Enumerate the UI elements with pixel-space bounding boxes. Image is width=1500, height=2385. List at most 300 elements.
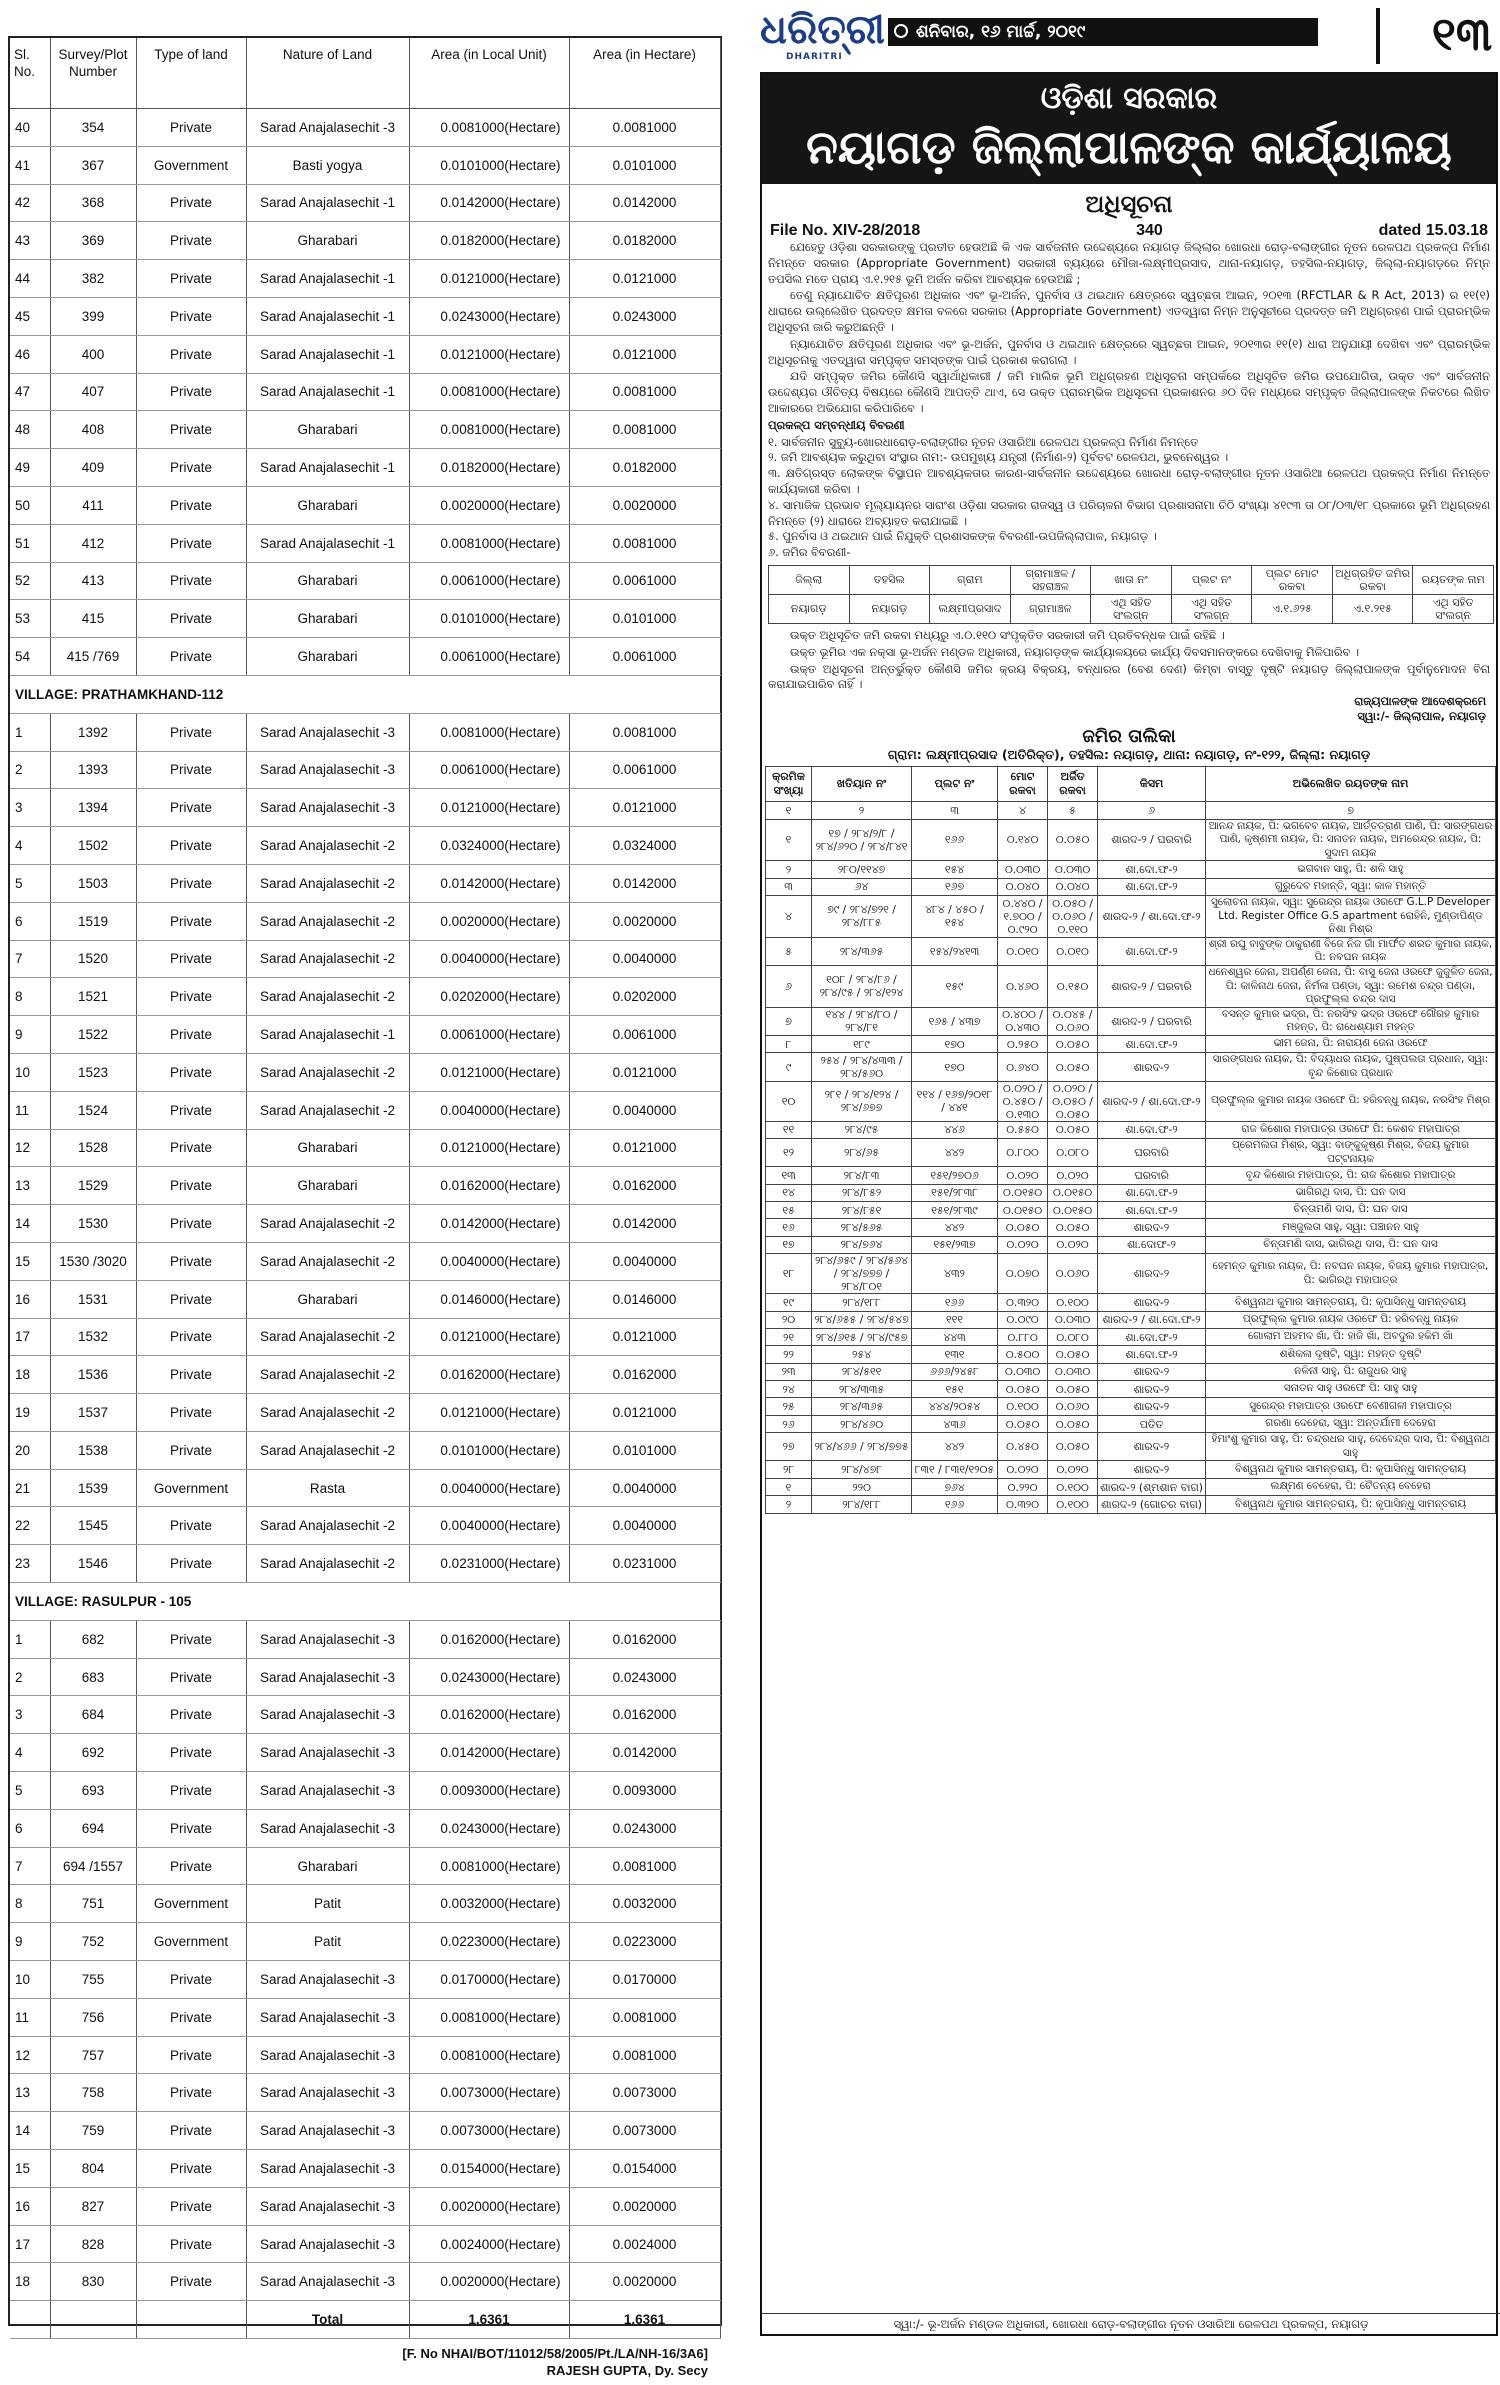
table-cell: ୨୨୦ [812, 1478, 912, 1495]
table-cell: 0.0081000(Hectare) [409, 373, 569, 411]
table-cell: ୨୫୪ [812, 1346, 912, 1363]
table-cell: ୨୫ [766, 1398, 812, 1415]
table-cell: 692 [50, 1734, 136, 1772]
table-cell: ନୟାଗଡ଼ [769, 594, 850, 623]
table-cell: ୦.୦୧୫୦ [998, 1201, 1048, 1218]
table-cell: ଶାରଦ-୨ (ଗୋଚର ବାଗ) [1098, 1496, 1206, 1513]
table-row [10, 2112, 720, 2150]
table-cell [50, 2301, 136, 2339]
table-cell: ୦.୧୦୦ [1048, 1294, 1098, 1311]
table-cell: Government [136, 1923, 246, 1961]
table-header-cell: ପ୍ଲଟ ମୋଟ ରକବା [1252, 565, 1333, 594]
table-row [10, 1205, 720, 1243]
table-cell: ଚିନ୍ତାମଣି ଦାସ, ଭାଗିରଥି ଦାସ, ପି: ଘନ ଦାସ [1206, 1236, 1496, 1253]
table-cell: ୦.୦୬୦ [1048, 1398, 1098, 1415]
table-row [10, 411, 720, 449]
table-cell: Private [136, 562, 246, 600]
table-cell: ୪୩୨ [912, 1254, 998, 1294]
table-row [10, 864, 720, 902]
table-cell: 683 [50, 1658, 136, 1696]
table-cell: Private [136, 2036, 246, 2074]
table-cell: 0.0020000 [569, 486, 720, 524]
table-row [10, 1053, 720, 1091]
total-local: 1.6361 [409, 2301, 569, 2339]
table-cell: 0.0154000(Hectare) [409, 2150, 569, 2188]
table-cell: 13 [10, 2074, 50, 2112]
table-row [10, 1620, 720, 1658]
table-cell: ୮ [766, 1036, 812, 1053]
table-cell: 0.0101000 [569, 1431, 720, 1469]
table-cell: 0.0081000 [569, 1998, 720, 2036]
table-cell: 0.0020000 [569, 2187, 720, 2225]
table-row [766, 1461, 1496, 1478]
table-header-cell: ଖାତା ନଂ [1091, 565, 1172, 594]
table-cell: 5 [10, 1772, 50, 1810]
table-cell: Private [136, 1507, 246, 1545]
footnote-signatory: RAJESH GUPTA, Dy. Secy [546, 2363, 708, 2379]
table-cell: Private [136, 827, 246, 865]
table-row [10, 449, 720, 487]
table-cell: ଗରଣା ଦେହେରା, ସ୍ୱା: ଅନ୍ତର୍ଯାମୀ ଦେହେରା [1206, 1415, 1496, 1432]
table-cell: ୦.୦୨୦ / ୦.୪୫୦ / ୦.୧୩୦ [998, 1081, 1048, 1121]
table-cell: Private [136, 751, 246, 789]
table-cell: 0.0040000(Hectare) [409, 1091, 569, 1129]
table-cell: ୦.୦୫୦ [1048, 1053, 1098, 1081]
table-row [10, 562, 720, 600]
table-header-cell: କିସମ [1098, 767, 1206, 802]
table-cell: 411 [50, 486, 136, 524]
land-schedule-table [10, 38, 721, 2385]
table-row [10, 1091, 720, 1129]
table-cell: 354 [50, 109, 136, 147]
table-cell: ଏଥି ସହିତ ସଂଲଗ୍ନ [1091, 594, 1172, 623]
table-cell: ମଞ୍ଜୁଲତା ସାହୁ, ସ୍ୱା: ପଞ୍ଚାନନ ସାହୁ [1206, 1219, 1496, 1236]
office-name: ନୟାଗଡ଼ ଜିଲ୍ଲାପାଳଙ୍କ କାର୍ଯ୍ୟାଳୟ [806, 120, 1452, 174]
table-cell: ଶାରଦ-୨ [1098, 1219, 1206, 1236]
land-owner-table [765, 766, 1496, 1513]
table-cell: ଶାରଦ-୨ / ଘରବାରି [1098, 966, 1206, 1008]
table-cell: 15 [10, 1242, 50, 1280]
table-cell: 13 [10, 1167, 50, 1205]
table-cell: ପ୍ରଫୁଲ୍ଲ କୁମାର ନାୟକ ଓରଫେ ପି: ହରିବନ୍ଧୁ ନାୟକ [1206, 1311, 1496, 1328]
header-sl: Sl. No. [10, 38, 50, 109]
table-row [10, 2036, 720, 2074]
table-cell: 0.0121000(Hectare) [409, 789, 569, 827]
table-row [766, 1496, 1496, 1513]
table-cell: ୦.୦୨୦ [1048, 1236, 1098, 1253]
table-cell: Private [136, 902, 246, 940]
table-row [766, 896, 1496, 938]
table-row [766, 1254, 1496, 1294]
table-cell: 1 [10, 713, 50, 751]
table-cell: 18 [10, 1356, 50, 1394]
table-cell: ୦.୦୫୦ [1048, 1415, 1098, 1432]
table-cell: 43 [10, 222, 50, 260]
table-cell: 0.0061000(Hectare) [409, 638, 569, 676]
table-cell: 0.0032000(Hectare) [409, 1885, 569, 1923]
table-cell: ୯ [766, 1053, 812, 1081]
project-heading: ପ୍ରକଳ୍ପ ସମ୍ବନ୍ଧୀୟ ବିବରଣୀ [768, 417, 905, 432]
table-cell: ଭାଗିରଥି ଦାସ, ପି: ଘନ ଦାସ [1206, 1184, 1496, 1201]
table-cell: 0.0081000(Hectare) [409, 1847, 569, 1885]
table-cell: 0.0202000 [569, 978, 720, 1016]
table-cell: ୧୫୪ [912, 861, 998, 878]
table-cell: Private [136, 1356, 246, 1394]
table-cell: 44 [10, 260, 50, 298]
table-cell: Sarad Anajalasechit -3 [246, 2074, 409, 2112]
table-cell: Private [136, 2074, 246, 2112]
table-cell: Government [136, 1885, 246, 1923]
table-cell: Private [136, 222, 246, 260]
table-cell: 0.0040000(Hectare) [409, 1507, 569, 1545]
table-cell: Rasta [246, 1469, 409, 1507]
table-cell: ୦.୦୨୦ [998, 1236, 1048, 1253]
table-cell: ୦.୦୨୦ / ୦.୦୫୦ / ୦.୦୫୦ [1048, 1081, 1098, 1121]
table-cell: 5 [10, 864, 50, 902]
table-cell: Sarad Anajalasechit -3 [246, 109, 409, 147]
column-number: ୪ [998, 802, 1048, 819]
table-cell: ୧୯ [766, 1294, 812, 1311]
table-cell: ଶା.ଦୋଫ-୨ [1098, 1236, 1206, 1253]
table-cell: Gharabari [246, 1167, 409, 1205]
table-cell: ୨୮୪/୪୭୮ [812, 1461, 912, 1478]
table-cell: 22 [10, 1507, 50, 1545]
table-cell: 50 [10, 486, 50, 524]
table-cell: ୨୩ [766, 1363, 812, 1380]
table-cell: ୦.୮୮୦ [998, 1328, 1048, 1345]
table-cell: Private [136, 297, 246, 335]
table-cell: ୧୦୮ / ୨୮୪/୮୬ / ୨୮୪/୯୫ / ୨୮୪/୧୨୪ [812, 966, 912, 1008]
table-row [10, 297, 720, 335]
table-cell: 14 [10, 1205, 50, 1243]
table-cell: ଶଶିକଳା ଦୃଷ୍ଟି, ସ୍ୱା: ମହନ୍ତ ଦୃଷ୍ଟି [1206, 1346, 1496, 1363]
table-cell: ୦.୦୫୦ [998, 1415, 1048, 1432]
file-number: File No. XIV-28/2018 [770, 222, 921, 239]
header-area-hectare: Area (in Hectare) [569, 38, 720, 109]
table-cell: 755 [50, 1961, 136, 1999]
table-cell: 11 [10, 1091, 50, 1129]
table-cell: ୦.୫୫୦ [998, 1121, 1048, 1138]
table-cell: 1531 [50, 1280, 136, 1318]
table-cell: 0.0020000 [569, 2263, 720, 2301]
table-row [10, 1016, 720, 1054]
table-cell: 0.0073000 [569, 2074, 720, 2112]
table-cell: ୨୮୪/୧୮୮ [812, 1496, 912, 1513]
table-cell: 684 [50, 1696, 136, 1734]
table-header-cell: ଖତିୟାନ ନଂ [812, 767, 912, 802]
issue-date: ଶନିବାର, ୧୬ ମାର୍ଚ୍ଚ, ୨୦୧୯ [916, 22, 1086, 42]
table-cell: 0.0101000(Hectare) [409, 1431, 569, 1469]
table-row [10, 1167, 720, 1205]
table-row [10, 751, 720, 789]
table-cell: ଶ୍ରୀ ରଘୁ ବାବୁଙ୍କ ଠାକୁରାଣୀ ବିଜେ ନିଜ ଗାଁ ମାର୍ଫତ ଶରତ କୁମାର ନାୟକ, ପି: ନବଘନ ନାୟକ [1206, 937, 1496, 965]
village-heading: VILLAGE: PRATHAMKHAND-112 [10, 675, 720, 713]
table-cell: 23 [10, 1545, 50, 1583]
table-cell: 415 /769 [50, 638, 136, 676]
table-cell: 0.0182000(Hectare) [409, 222, 569, 260]
table-cell: 0.0101000 [569, 146, 720, 184]
table-row [766, 861, 1496, 878]
table-cell: 0.0061000 [569, 562, 720, 600]
table-row [766, 1363, 1496, 1380]
table-cell: ୦.୦୮୦ [1048, 1328, 1098, 1345]
table-cell: 14 [10, 2112, 50, 2150]
table-cell: ୧ [766, 1478, 812, 1495]
table-row [10, 1242, 720, 1280]
table-cell: ଶା.ଦୋ.ଫ-୨ [1098, 878, 1206, 895]
table-cell: ୬୬୬/୨୪୫୮ [912, 1363, 998, 1380]
table-cell: 3 [10, 1696, 50, 1734]
table-cell: Private [136, 449, 246, 487]
table-cell: 1503 [50, 864, 136, 902]
table-cell: Private [136, 600, 246, 638]
table-row [10, 600, 720, 638]
table-cell: Private [136, 978, 246, 1016]
table-cell: Sarad Anajalasechit -2 [246, 1431, 409, 1469]
table-row [10, 524, 720, 562]
table-row [766, 966, 1496, 1008]
table-cell: ୧ [766, 819, 812, 861]
table-cell: 0.0142000 [569, 184, 720, 222]
table-cell [136, 2301, 246, 2339]
table-cell: Sarad Anajalasechit -3 [246, 789, 409, 827]
table-cell: ୦.୦୫୦ [1048, 1381, 1098, 1398]
table-cell: 0.0081000 [569, 713, 720, 751]
table-cell: ଶାରଦ-୨ (ଶ୍ମଶାନ ବାଗ) [1098, 1478, 1206, 1495]
table-cell: ୪୪୨ [912, 1219, 998, 1236]
table-cell: 1520 [50, 940, 136, 978]
table-cell: 46 [10, 335, 50, 373]
table-cell: ୧୬୬ [912, 1496, 998, 1513]
table-cell: Sarad Anajalasechit -1 [246, 297, 409, 335]
table-cell: ୦.୦୩୦ [998, 861, 1048, 878]
table-cell: ୦.୦୫୦ [998, 1219, 1048, 1236]
table-row [10, 1431, 720, 1469]
table-cell: 20 [10, 1431, 50, 1469]
header-type: Type of land [136, 38, 246, 109]
table-cell: ଶାରଦ-୨ / ଶା.ଦୋ.ଫ-୨ [1098, 1311, 1206, 1328]
column-number: ୧ [766, 802, 812, 819]
table-header-cell: ଅଭିଲେଖିତ ରୟତଙ୍କ ନାମ [1206, 767, 1496, 802]
table-cell: 0.0073000(Hectare) [409, 2112, 569, 2150]
notice-title: ଅଧିସୂଚନା [1085, 190, 1173, 218]
table-row [10, 1734, 720, 1772]
table-cell: 0.0081000(Hectare) [409, 713, 569, 751]
table-row [766, 1184, 1496, 1201]
table-cell: ୧୭ [766, 1236, 812, 1253]
table-cell: ରାଜ କିଶୋର ମହାପାତ୍ର ଓରଫେ ପି: କେଶବ ମହାପାତ୍ର [1206, 1121, 1496, 1138]
table-cell: 804 [50, 2150, 136, 2188]
table-cell: ଶାରଦ-୨ [1098, 1433, 1206, 1461]
table-cell: 1539 [50, 1469, 136, 1507]
village-heading-row [10, 675, 720, 713]
table-cell: 0.0081000(Hectare) [409, 411, 569, 449]
table-cell: Sarad Anajalasechit -1 [246, 184, 409, 222]
table-row [10, 2150, 720, 2188]
table-cell: 0.0020000(Hectare) [409, 2187, 569, 2225]
table-cell: Private [136, 713, 246, 751]
table-cell: 10 [10, 1961, 50, 1999]
table-cell: 0.0061000 [569, 751, 720, 789]
table-cell: 6 [10, 902, 50, 940]
notice-date: dated 15.03.18 [1378, 222, 1488, 239]
table-cell: 0.0243000(Hectare) [409, 1809, 569, 1847]
table-row [10, 1280, 720, 1318]
table-cell: 0.0121000 [569, 1053, 720, 1091]
table-cell: 1393 [50, 751, 136, 789]
table-header-cell: ଜିଲ୍ଲା [769, 565, 850, 594]
table-cell: ୦.୦୩୦ [998, 1363, 1048, 1380]
table-cell: 0.0121000(Hectare) [409, 1394, 569, 1432]
table-cell: Private [136, 335, 246, 373]
table-cell: ୦.୪୫୦ [998, 1433, 1048, 1461]
table-row [10, 902, 720, 940]
table-cell: ଶାରଦ-୨ [1098, 1254, 1206, 1294]
table-cell: 0.0101000 [569, 600, 720, 638]
table-cell: Private [136, 2150, 246, 2188]
table-cell: 367 [50, 146, 136, 184]
table-cell: ୦.୪୬୦ [998, 966, 1048, 1008]
table-cell: Private [136, 1129, 246, 1167]
land-list-title: ଜମିର ତାଲିକା [1082, 726, 1176, 748]
table-row [10, 789, 720, 827]
table-cell: Gharabari [246, 562, 409, 600]
note: ଉକ୍ତ ଅଧିସୂଚନା ଅନ୍ତର୍ଭୁକ୍ତ କୌଣସି ଜମିର କ୍ରୟ ବିକ୍ରୟ, ବନ୍ଧାରର (ବେଶ ଦେଣ) କିମ୍ବା ବାସ୍ତୁ ଦୃଷ୍ଟି ନୟାଗଡ଼ ଜିଲ୍ଲାପାଳଙ୍କ ପୂର୍ବାନୁମୋଦନ ବିନା କରାଯାଇପାରିବ ନାହିଁ । [768, 661, 1490, 692]
table-cell: 757 [50, 2036, 136, 2074]
table-cell: Government [136, 146, 246, 184]
table-cell: 0.0162000(Hectare) [409, 1167, 569, 1205]
table-cell: ୦.୫୦୦ [998, 1346, 1048, 1363]
table-cell: ହେମନ୍ତ କୁମାର ନାୟକ, ପି: ନବଘନ ନାୟକ, ବିଜୟ କୁମାର ମହାପାତ୍ର, ପି: ଭାଗିରଥି ମହାପାତ୍ର [1206, 1254, 1496, 1294]
government-notice [760, 72, 1498, 2336]
table-cell: Private [136, 1053, 246, 1091]
table-row [10, 1809, 720, 1847]
table-cell: ସୁରେନ୍ଦ୍ର ମହାପାତ୍ର ଓରଫେ ବେଣୀଗଳୀ ମହାପାତ୍ର [1206, 1398, 1496, 1415]
table-cell: 399 [50, 297, 136, 335]
table-cell: ଶାରଦ-୨ / ଘରବାରି [1098, 819, 1206, 861]
table-cell: ଶାରଦ-୨ [1098, 1294, 1206, 1311]
table-cell: ୨୮୪/୩୩୫ [812, 1381, 912, 1398]
table-cell: ଲକ୍ଷ୍ମୀପ୍ରସାଦ [930, 594, 1011, 623]
table-cell: 382 [50, 260, 136, 298]
table-cell: ଶାରଦ-୨ [1098, 1363, 1206, 1380]
table-cell: Private [136, 486, 246, 524]
table-cell: ୧୬ [766, 1219, 812, 1236]
table-cell: Sarad Anajalasechit -2 [246, 1205, 409, 1243]
table-row [10, 1469, 720, 1507]
table-cell: 0.0142000 [569, 1734, 720, 1772]
table-cell: Sarad Anajalasechit -1 [246, 1016, 409, 1054]
table-cell: 693 [50, 1772, 136, 1810]
table-cell: Private [136, 1961, 246, 1999]
table-cell: 0.0231000(Hectare) [409, 1545, 569, 1583]
paragraph: ଯଦି ସମ୍ପୃକ୍ତ ଜମିର କୌଣସି ସ୍ୱାର୍ଥାଧିକାରୀ / ଜମି ମାଲିକ ଭୂମି ଅଧିଗ୍ରହଣ ଅଧିସୂଚନା ସମ୍ପର୍କରେ ଅଧିସୂଚିତ ଜମିର ଉପଯୋଗିତା, ଉକ୍ତ ଏବଂ ସାର୍ବଜନୀନ ଉଦ୍ଦେଶ୍ୟର ଔଚିତ୍ୟ ବିଷୟରେ କୌଣସି ଆପତ୍ତି ଥାଏ, ସେ ଉକ୍ତ ପ୍ରାରମ୍ଭିକ ଅଧିସୂଚନା ପ୍ରକାଶନର ୬୦ ଦିନ ମଧ୍ୟରେ ସମ୍ପୃକ୍ତ ଜିଲ୍ଲାପାଳଙ୍କ ନିକଟରେ ଲିଖିତ ଆକାରରେ ଅଭିଯୋଗ କରିପାରିବେ । [768, 369, 1490, 415]
land-list-subtitle: ଗ୍ରାମ: ଲକ୍ଷ୍ମୀପ୍ରସାଦ (ଅତିରିକ୍ତ), ତହସିଲ: ନୟାଗଡ଼, ଥାନା: ନୟାଗଡ଼, ନଂ-୧୨୨, ଜିଲ୍ଲା: ନୟାଗଡ଼ [887, 747, 1371, 763]
table-cell: Sarad Anajalasechit -2 [246, 902, 409, 940]
table-cell: 0.0121000 [569, 1318, 720, 1356]
table-cell: ୦.୨୫୦ [998, 1036, 1048, 1053]
table-cell: Private [136, 2112, 246, 2150]
table-cell: ବୃନ୍ଦ କିଶୋର ମହାପାତ୍ର, ପି: ରାଜ କିଶୋର ମହାପାତ୍ର [1206, 1167, 1496, 1184]
table-cell: Sarad Anajalasechit -3 [246, 1772, 409, 1810]
table-cell: ୧୧୪ / ୧୬୭/୨୦୧୮ / ୪୪୧ [912, 1081, 998, 1121]
table-cell: ୨୮୪/୬୫୯ / ୨୮୪/୫୬୪ / ୨୮୪/୭୭୭ / ୨୮୪/୮୦୧ [812, 1254, 912, 1294]
notice-banner [762, 74, 1496, 184]
table-cell: 52 [10, 562, 50, 600]
table-cell: 2 [10, 1658, 50, 1696]
table-cell: ଶା.ଦୋ.ଫ-୨ [1098, 861, 1206, 878]
table-cell: Gharabari [246, 638, 409, 676]
table-row [10, 827, 720, 865]
table-cell: Sarad Anajalasechit -3 [246, 2036, 409, 2074]
table-cell: ବସନ୍ତ କୁମାର ଭଦ୍ର, ପି: ନରସିଂହ ଭଦ୍ର ଓରଫେ ଗୌରହ କୁମାର ମହନ୍ତ, ପି: ରାଧେଶ୍ୟାମ ମହନ୍ତ [1206, 1007, 1496, 1035]
table-cell: 415 [50, 600, 136, 638]
table-cell: Private [136, 1998, 246, 2036]
table-cell: Sarad Anajalasechit -2 [246, 940, 409, 978]
table-cell: 0.0162000(Hectare) [409, 1620, 569, 1658]
table-cell: ନୟାଗଡ଼ [849, 594, 930, 623]
table-cell: Sarad Anajalasechit -3 [246, 1658, 409, 1696]
table-cell: 0.0061000(Hectare) [409, 751, 569, 789]
table-cell: 6 [10, 1809, 50, 1847]
table-cell: ୨୮୪/୯୫ [812, 1121, 912, 1138]
table-cell: 8 [10, 978, 50, 1016]
table-cell: ୦.୦୧୦ [1048, 937, 1098, 965]
table-cell: ୧୬୫ / ୪୩୭ [912, 1007, 998, 1035]
table-cell: 17 [10, 1318, 50, 1356]
table-cell: 0.0154000 [569, 2150, 720, 2188]
table-cell: ଶାରଦ-୨ [1098, 1461, 1206, 1478]
table-cell: ଶା.ଦୋ.ଫ-୨ [1098, 1184, 1206, 1201]
table-cell: Gharabari [246, 486, 409, 524]
table-header-cell: ମୋଟ ରକବା [998, 767, 1048, 802]
table-cell: ୦.୦୫୦ [1048, 819, 1098, 861]
table-row [766, 1121, 1496, 1138]
table-cell: ୨୮୪/୮୫୨ [812, 1184, 912, 1201]
table-cell: 0.0081000 [569, 373, 720, 411]
table-cell: Private [136, 1847, 246, 1885]
table-cell: ୧୦ [766, 1081, 812, 1121]
table-cell: Gharabari [246, 600, 409, 638]
table-cell: ୧୫୧/୨୮୩୮ [912, 1184, 998, 1201]
table-cell: 0.0081000(Hectare) [409, 524, 569, 562]
table-cell: ପତିତ [1098, 1415, 1206, 1432]
table-cell: ବିଶ୍ୱନାଥ କୁମାର ସାମନ୍ତରାୟ, ପି: କୃପାସିନ୍ଧୁ ସାମନ୍ତରାୟ [1206, 1496, 1496, 1513]
table-cell: ୨୮୪/୩୬୫ [812, 937, 912, 965]
table-cell: ୨୪ [766, 1381, 812, 1398]
table-cell: 0.0121000(Hectare) [409, 260, 569, 298]
table-cell: ୨୮୦/୧୧୪୭ [812, 861, 912, 878]
table-row [766, 1007, 1496, 1035]
date-bar [888, 18, 1318, 46]
table-cell: 0.0121000 [569, 1394, 720, 1432]
table-cell: 0.0081000 [569, 411, 720, 449]
notice-number: 340 [1136, 222, 1163, 239]
table-cell: ୨୮୪/୮୫୧ [812, 1201, 912, 1218]
table-cell: Private [136, 1091, 246, 1129]
table-cell: ୧୫ [766, 1201, 812, 1218]
table-row [10, 638, 720, 676]
table-cell: 0.0146000(Hectare) [409, 1280, 569, 1318]
table-cell: 0.0081000 [569, 2036, 720, 2074]
table-cell: ୦.୧୪୦ [998, 819, 1048, 861]
notice-notes [762, 628, 1496, 693]
land-schedule-panel [8, 36, 722, 2379]
table-cell: 1545 [50, 1507, 136, 1545]
table-cell: ଗୋଲାମ ଅହମଦ ଖାଁ, ପି: ହାଜି ଖାଁ, ଅବଦୁଲ ହକିମ ଖାଁ [1206, 1328, 1496, 1345]
table-cell: ଭଗବାନ ସାହୁ, ପି: ଶଳି ସାହୁ [1206, 861, 1496, 878]
table-row [10, 1507, 720, 1545]
